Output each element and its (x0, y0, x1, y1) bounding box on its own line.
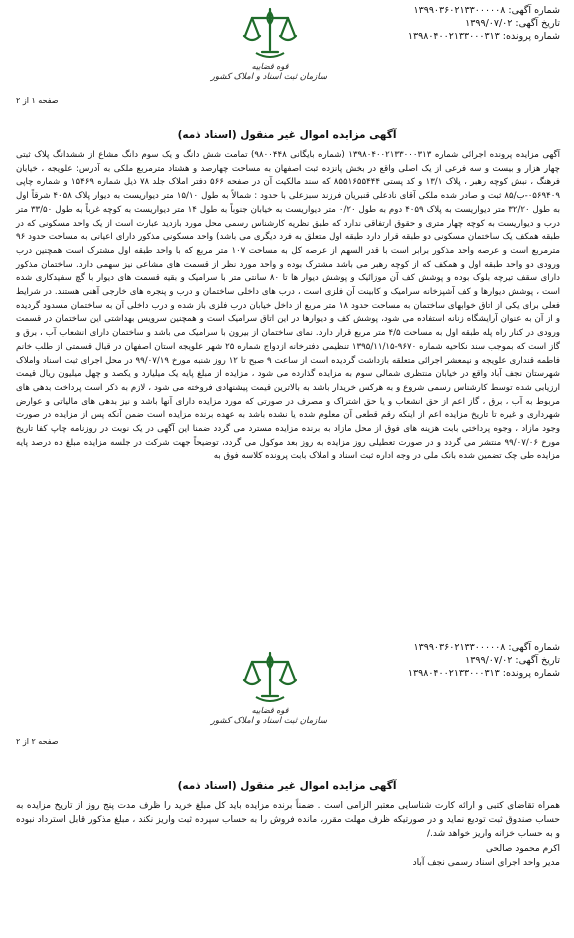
organization-logo (210, 650, 327, 727)
signer-name: اکرم محمود صالحی (486, 843, 560, 854)
notice-number: شماره آگهی: ۱۳۹۹۰۳۶۰۲۱۳۳۰۰۰۰۰۸ (413, 642, 560, 653)
judiciary-emblem-icon (240, 650, 300, 706)
notice-title: آگهی مزایده اموال غیر منقول (اسناد ذمه) (177, 129, 397, 141)
notice-date: تاریخ آگهی: ۱۳۹۹/۰۷/۰۲ (465, 655, 560, 666)
logo-caption-organization: سازمان ثبت اسناد و املاک کشور (210, 72, 327, 82)
page-number: صفحه ۲ از ۲ (16, 737, 59, 746)
file-number: شماره پرونده: ۱۳۹۸۰۴۰۰۲۱۳۳۰۰۰۳۱۳ (407, 668, 560, 679)
notice-number: شماره آگهی: ۱۳۹۹۰۳۶۰۲۱۳۳۰۰۰۰۰۸ (413, 5, 560, 16)
signature-block (16, 842, 560, 870)
notice-body: آگهی مزایده پرونده اجرائی شماره ۱۳۹۸۰۴۰۰۲۱۳۳۰۰۰۳۱۳ (شماره بایگانی ۹۸۰۰۴۴۸) تمامت شش دانگ و یک سوم دانگ مشاع از ششدانگ پلاک ثبتی چهار هزار و بیست و سه فرعی از یک اصلی واقع در بخش پانزده ثبت اصفهان به مساحت چهارصد و هشتاد مترمربع ملکی به آدرس: علویجه ، خیابان فرهنگ ، نبش کوچه رهبر ، پلاک ۱۳/۱ و کد پستی ۸۵۵۱۶۵۵۴۴۴ که سند مالکیت آن در صفحه ۵۶۶ دفتر املاک جلد ۷۸ ذیل شماره ۱۵۴۶۹ و شماره چاپی ۰۵۶۹۴۰۹-ب/۸۵ ثبت و صادر شده ملکی آقای نادعلی قنبریان فرزند سبزعلی با حدود : شمالاً به طول ۱۵/۱۰ متر دیواریست به دیوار پلاک ۴۰۵۸ شرقاً اول به طول ۳۲/۲۰ متر دیواریست به پلاک ۴۰۵۹ دوم به طول ۰/۲۰ متر دیواریست به خیابان جنوباً به طول ۱۴ متر دیواریست به کوچه غرباً به طول ۳۳/۵۰ متر درب و دیواریست به کوچه چهار متری و حقوق ارتفاقی ندارد که طبق نظریه کارشناس رسمی محل مورد بازدید عبارت است از یک واحد مسکونی که در طبقه همکف یک ساختمان مسکونی دو طبقه قرار دارد طبقه اول متعلق به فرد دیگری می باشد) واحد مسکونی مذکور دارای اعیانی به مساحت حدود ۹۶ مترمربع است و عرصه واحد مذکور برابر است با قدر السهم از عرصه کل به مساحت ۱۰۷ متر مربع که با واحد طبقه اول مشترک است همچنین درب ورودی دو واحد طبقه اول و همکف که از کوچه رهبر می باشد مشترک بوده و واحد مورد نظر از قسمت های مشاعی نیز سهمی دارد. ساختمان مذکور دارای سقف تیرچه بلوک بوده و پوشش کف آن موزائیک و پوشش دیوار ها تا ۸۰ سانتی متر با سرامیک و بقیه قسمت های دیوار با گچ سفیدکاری شده است ، پوشش دیوارها و کف آشپزخانه سرامیک و کابینت آن فلزی است ، درب های داخلی ساختمان و درب و پنجره های خارجی آهنی هستند. در شرایط فعلی برای یکی از اتاق خوابهای ساختمان به مساحت حدود ۱۸ متر مربع از داخل خیابان درب فلزی باز شده و درب داخلی آن به ساختمان مسدود گردیده و از آن به عنوان آرایشگاه زنانه استفاده می شود، پوشش کف و دیوارها در این اتاق سرامیک است و همچنین سرویس بهداشتی این ساختمان در قسمت ورودی در کنار راه پله طبقه اول به مساحت ۴/۵ متر مربع قرار دارد. نمای ساختمان از بیرون با سرامیک می باشد و ساختمان دارای انشعاب آب ، برق و گاز است که بموجب سند نکاحیه شماره ۹۶۷۰-۱۳۹۵/۱۱/۱۵ تنظیمی دفترخانه ازدواج شماره ۲۵ شهر علویجه استان اصفهان در قبال قسمتی از طلب خانم فاطمه قنداری علویجه و نیمعشر اجرائی متعلقه بازداشت گردیده است از ساعت ۹ صبح تا ۱۲ روز شنبه مورخ ۹۹/۰۷/۱۹ در محل اجرای ثبت اسناد واملاک شهرستان نجف آباد واقع در خیابان منتظری شمالی سوم به مزایده گذارده می شود ، مزایده از مبلغ پایه یک میلیارد و یکصد و چهل میلیون ریال قیمت ارزیابی شده توسط کارشناس رسمی شروع و به هرکس خریدار باشد به بالاترین قیمت پیشنهادی فروخته می شود ، لازم به ذکر است پرداخت بدهی های مربوط به آب ، برق ، گاز اعم از حق انشعاب و یا حق اشتراک و مصرف در صورتی که مورد مزایده دارای آنها باشد و نیز بدهی های مالیاتی و عوارض شهرداری و غیره تا تاریخ مزایده اعم از اینکه رقم قطعی آن معلوم شده یا نشده باشد به عهده برنده مزایده است ضمن آنکه پس از مزایده در صورت وجود مازاد ، وجوه پرداختی بابت هزینه های فوق از محل مازاد به برنده مزایده مسترد می گردد ضمنا این آگهی در یک نوبت در روزنامه چاپ کفا تاریخ مورخ ۹۹/۰۷/۰۶ منتشر می گردد و در صورت تعطیلی روز مزایده به روز بعد موکول می گردد، توضیحاً جهت شرکت در جلسه مزایده مبلغ ده درصد پایه مزایده طی چک تضمین شده بانک ملی در وجه اداره ثبت اسناد و املاک بابت پرونده کلاسه فوق به (16, 150, 561, 462)
logo-caption-judiciary: قوه قضاییه (251, 706, 289, 715)
logo-caption-organization: سازمان ثبت اسناد و املاک کشور (210, 716, 327, 726)
notice-title: آگهی مزایده اموال غیر منقول (اسناد ذمه) (177, 780, 397, 792)
organization-logo (210, 6, 327, 83)
notice-identifiers (408, 4, 560, 43)
notice-identifiers (408, 641, 560, 680)
signer-title: مدیر واحد اجرای اسناد رسمی نجف آباد (412, 857, 560, 868)
notice-date: تاریخ آگهی: ۱۳۹۹/۰۷/۰۲ (465, 18, 560, 29)
page-number: صفحه ۱ از ۲ (16, 96, 59, 105)
notice-body (16, 799, 560, 870)
notice-page-2 (0, 627, 574, 938)
file-number: شماره پرونده: ۱۳۹۸۰۴۰۰۲۱۳۳۰۰۰۳۱۳ (407, 31, 560, 42)
notice-body-text: همراه تقاضای کتبی و ارائه کارت شناسایی معتبر الزامی است . ضمناً برنده مزایده باید کل مبلغ خرید را ظرف مدت پنج روز از تاریخ مزایده به حساب صندوق ثبت تودیع نماید و در صورتیکه ظرف مهلت مقرر، مانده فروش را به حساب سپرده ثبت واریز نکند ، مبلغ مذکور قابل استرداد نبوده و به حساب خزانه واریز خواهد شد./ (16, 801, 560, 840)
judiciary-emblem-icon (240, 6, 300, 62)
logo-caption-judiciary: قوه قضاییه (251, 62, 289, 71)
